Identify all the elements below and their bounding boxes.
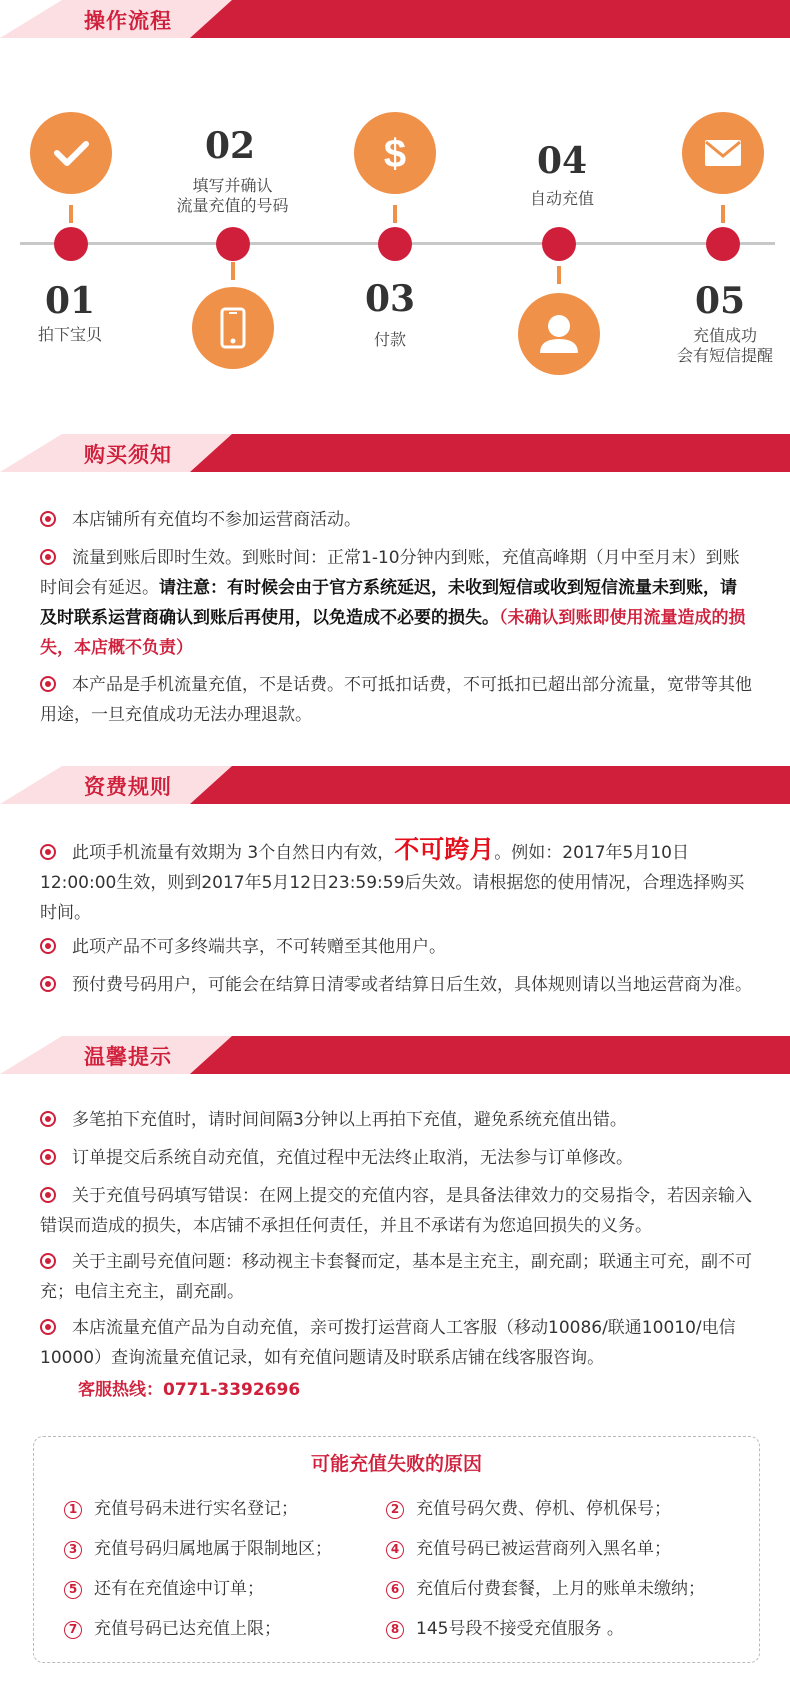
- reason-item: 3 充值号码归属地属于限制地区；: [64, 1534, 332, 1559]
- tips-item: 订单提交后系统自动充值，充值过程中无法终止取消，无法参与订单修改。: [40, 1143, 752, 1173]
- fee-item: 预付费号码用户，可能会在结算日清零或者结算日后生效，具体规则请以当地运营商为准。: [40, 970, 752, 1000]
- notice-item: 流量到账后即时生效。到账时间：正常1-10分钟内到账，充值高峰期（月中至月末）到账时间会有延迟。请注意：有时候会由于官方系统延迟，未收到短信或收到短信流量未到账，请及时联系运营商确认到账后再使用，以免造成不必要的损失。（未确认到账即使用流量造成的损失，本店概不负责）: [40, 548, 746, 658]
- step-number: 04: [536, 140, 588, 182]
- bullet-icon: [40, 1187, 56, 1203]
- bullet-icon: [40, 844, 56, 860]
- reason-item: 7 充值号码已达充值上限；: [64, 1614, 281, 1639]
- notice-item: 本产品是手机流量充值，不是话费。不可抵扣话费，不可抵扣已超出部分流量，宽带等其他用途，一旦充值成功无法办理退款。: [40, 675, 752, 725]
- checkmark-icon: [30, 112, 112, 194]
- bullet-icon: [40, 1253, 56, 1269]
- reason-item: 1 充值号码未进行实名登记；: [64, 1494, 298, 1519]
- phone-icon: [192, 287, 274, 369]
- reason-item: 6 充值后付费套餐，上月的账单未缴纳；: [386, 1574, 705, 1599]
- step-dot: [542, 227, 576, 261]
- dollar-icon: [354, 112, 436, 194]
- tips-item: 关于主副号充值问题：移动视主卡套餐而定，基本是主充主，副充副；联通主可充，副不可充；电信主充主，副充副。: [40, 1252, 752, 1302]
- bullet-icon: [40, 1111, 56, 1127]
- step-dot: [216, 227, 250, 261]
- highlight-text: 不可跨月: [394, 835, 495, 864]
- failure-reasons-box: [33, 1436, 760, 1663]
- reason-item: 8 145号段不接受充值服务 。: [386, 1614, 624, 1639]
- step-number: 01: [44, 280, 96, 322]
- section-title: 资费规则: [84, 775, 172, 799]
- mail-icon: [682, 112, 764, 194]
- step-number: 03: [364, 278, 416, 320]
- bullet-icon: [40, 976, 56, 992]
- reason-item: 4 充值号码已被运营商列入黑名单；: [386, 1534, 671, 1559]
- bullet-icon: [40, 549, 56, 565]
- tips-item: 本店流量充值产品为自动充值，亲可拨打运营商人工客服（移动10086/联通10010/电信10000）查询流量充值记录，如有充值问题请及时联系店铺在线客服咨询。: [40, 1318, 736, 1368]
- bullet-icon: [40, 676, 56, 692]
- hotline: 客服热线：0771-3392696: [78, 1380, 301, 1400]
- step-dot: [54, 227, 88, 261]
- fee-item: 此项手机流量有效期为 3个自然日内有效，不可跨月。例如：2017年5月10日12:00:00生效，则到2017年5月12日23:59:59后失效。请根据您的使用情况，合理选择购买时间。: [40, 835, 745, 923]
- bullet-icon: [40, 938, 56, 954]
- step-dot: [378, 227, 412, 261]
- tips-item: 多笔拍下充值时，请时间间隔3分钟以上再拍下充值，避免系统充值出错。: [40, 1105, 752, 1135]
- step-label: 充值成功 会有短信提醒: [676, 326, 773, 365]
- notice-item: 本店铺所有充值均不参加运营商活动。: [40, 505, 752, 535]
- step-label: 自动充值: [529, 189, 594, 208]
- reason-item: 5 还有在充值途中订单；: [64, 1574, 264, 1599]
- reason-item: 2 充值号码欠费、停机、停机保号；: [386, 1494, 671, 1519]
- step-label: 填写并确认 流量充值的号码: [176, 176, 289, 215]
- section-banner-tips: [0, 1036, 790, 1074]
- section-title: 温馨提示: [84, 1045, 172, 1069]
- section-title: 操作流程: [84, 9, 172, 33]
- section-banner-process: [0, 0, 790, 38]
- step-number: 02: [204, 125, 256, 167]
- bullet-icon: [40, 1149, 56, 1165]
- tips-item: 关于充值号码填写错误：在网上提交的充值内容，是具备法律效力的交易指令，若因亲输入错误而造成的损失，本店铺不承担任何责任，并且不承诺有为您追回损失的义务。: [40, 1186, 752, 1236]
- bullet-icon: [40, 511, 56, 527]
- bullet-icon: [40, 1319, 56, 1335]
- step-label: 拍下宝贝: [37, 325, 102, 344]
- svg-text:$: $: [383, 132, 407, 176]
- step-dot: [706, 227, 740, 261]
- step-number: 05: [694, 280, 746, 322]
- box-title: 可能充值失败的原因: [310, 1453, 482, 1475]
- step-label: 付款: [373, 330, 406, 349]
- fee-item: 此项产品不可多终端共享，不可转赠至其他用户。: [40, 932, 752, 962]
- section-title: 购买须知: [84, 443, 172, 467]
- section-banner-notice: [0, 434, 790, 472]
- section-banner-fee: [0, 766, 790, 804]
- user-icon: [518, 293, 600, 375]
